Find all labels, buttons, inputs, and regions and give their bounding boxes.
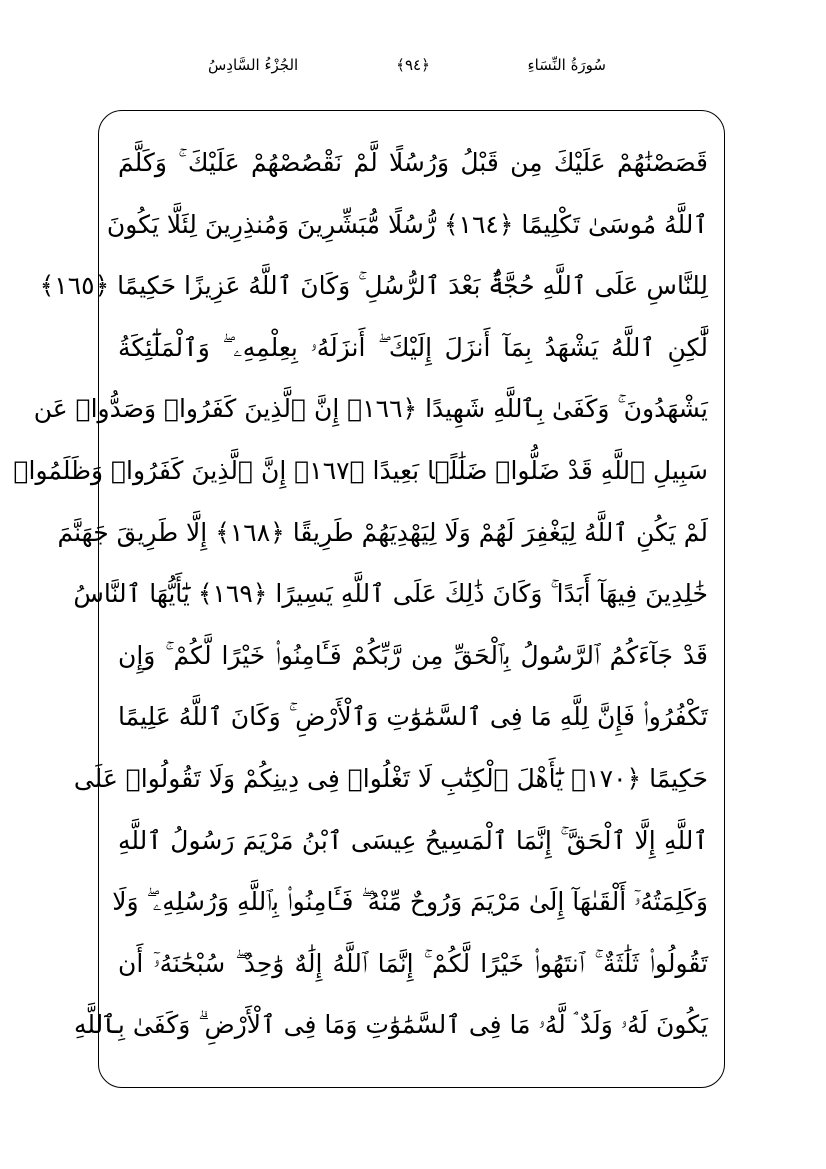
- text-line: لَّٰكِنِ ٱللَّهُ يَشْهَدُ بِمَآ أَنزَلَ إِلَيْكَ ۖ أَنزَلَهُۥ بِعِلْمِهِۦ ۖ وَٱلْمَلَٰٓئِكَةُ: [118, 332, 708, 362]
- text-line: يَكُونَ لَهُۥ وَلَدٌ ۘ لَّهُۥ مَا فِى ٱلسَّمَٰوَٰتِ وَمَا فِى ٱلْأَرْضِ ۗ وَكَفَىٰ بِٱللَّهِ: [73, 1010, 708, 1040]
- surah-name: سُورَةُ النِّسَاءِ: [527, 56, 606, 74]
- text-line: قَصَصْنَٰهُمْ عَلَيْكَ مِن قَبْلُ وَرُسُلًا لَّمْ نَقْصُصْهُمْ عَلَيْكَ ۚ وَكَلَّمَ: [118, 148, 708, 177]
- juz-name: الجُزْءُ السَّادِسُ: [208, 56, 299, 74]
- text-line: حَكِيمًا ﴿١٧٠﴾ يَٰٓأَهْلَ ٱلْكِتَٰبِ لَا تَغْلُوا۟ فِى دِينِكُمْ وَلَا تَقُولُوا۟ عَلَى: [73, 763, 708, 793]
- text-line: ٱللَّهُ مُوسَىٰ تَكْلِيمًا ﴿١٦٤﴾ رُّسُلًا مُّبَشِّرِينَ وَمُنذِرِينَ لِئَلَّا يَكُونَ: [106, 209, 708, 239]
- text-line: تَكْفُرُوا۟ فَإِنَّ لِلَّهِ مَا فِى ٱلسَّمَٰوَٰتِ وَٱلْأَرْضِ ۚ وَكَانَ ٱللَّهُ عَلِيمًا: [118, 702, 708, 732]
- text-line: تَقُولُوا۟ ثَلَٰثَةٌ ۚ ٱنتَهُوا۟ خَيْرًا لَّكُمْ ۚ إِنَّمَا ٱللَّهُ إِلَٰهٌ وَٰحِدٌ ۖ سُبْحَٰنَهُۥٓ أَن: [118, 948, 708, 978]
- text-line: وَكَلِمَتُهُۥٓ أَلْقَىٰهَآ إِلَىٰ مَرْيَمَ وَرُوحٌ مِّنْهُ ۖ فَـَٔامِنُوا۟ بِٱللَّهِ وَرُسُلِهِۦ ۖ وَلَا: [112, 887, 708, 917]
- page-header: [0, 56, 826, 86]
- text-line: لَمْ يَكُنِ ٱللَّهُ لِيَغْفِرَ لَهُمْ وَلَا لِيَهْدِيَهُمْ طَرِيقًا ﴿١٦٨﴾ إِلَّا طَرِيقَ جَهَنَّمَ: [57, 517, 708, 547]
- text-line: لِلنَّاسِ عَلَى ٱللَّهِ حُجَّةٌۢ بَعْدَ ٱلرُّسُلِ ۚ وَكَانَ ٱللَّهُ عَزِيزًا حَكِيمًا ﴿١٦٥﴾: [39, 271, 708, 301]
- text-line: سَبِيلِ ٱللَّهِ قَدْ ضَلُّوا۟ ضَلَٰلًۢا بَعِيدًا ﴿١٦٧﴾ إِنَّ ٱلَّذِينَ كَفَرُوا۟ وَظَلَمُوا۟: [13, 455, 708, 485]
- text-line: قَدْ جَآءَكُمُ ٱلرَّسُولُ بِٱلْحَقِّ مِن رَّبِّكُمْ فَـَٔامِنُوا۟ خَيْرًا لَّكُمْ ۚ وَإِن: [118, 640, 708, 670]
- quran-text: [13, 132, 708, 1056]
- text-line: خَٰلِدِينَ فِيهَآ أَبَدًا ۚ وَكَانَ ذَٰلِكَ عَلَى ٱللَّهِ يَسِيرًا ﴿١٦٩﴾ يَٰٓأَيُّهَا ٱلنَّاسُ: [73, 579, 708, 609]
- page-number: ﴿٩٤﴾: [396, 56, 430, 74]
- text-line: يَشْهَدُونَ ۚ وَكَفَىٰ بِٱللَّهِ شَهِيدًا ﴿١٦٦﴾ إِنَّ ٱلَّذِينَ كَفَرُوا۟ وَصَدُّوا۟ عَن: [33, 394, 708, 424]
- text-line: ٱللَّهِ إِلَّا ٱلْحَقَّ ۚ إِنَّمَا ٱلْمَسِيحُ عِيسَى ٱبْنُ مَرْيَمَ رَسُولُ ٱللَّهِ: [118, 825, 708, 855]
